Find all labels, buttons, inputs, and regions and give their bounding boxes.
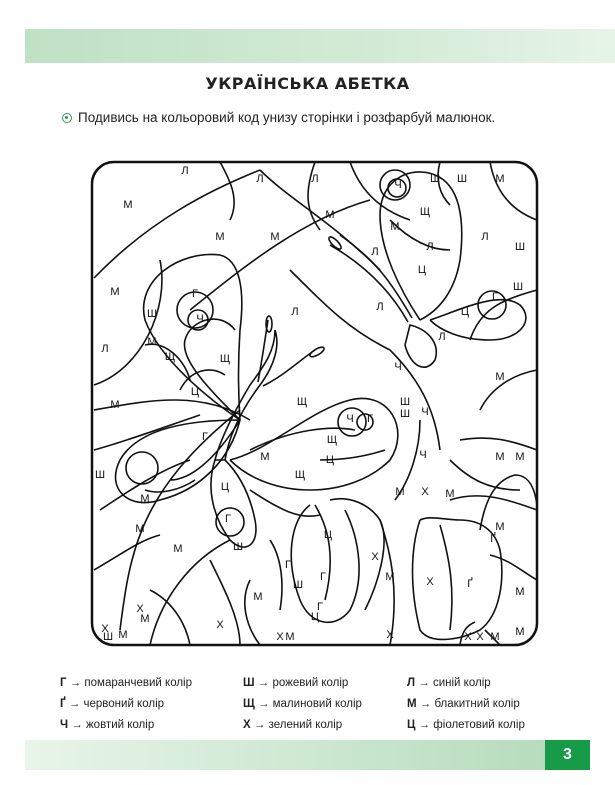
region-label: Щ — [219, 353, 231, 365]
region-label: Х — [386, 629, 394, 641]
region-label: Щ — [419, 206, 431, 218]
legend-item — [243, 677, 407, 689]
legend-item — [407, 719, 577, 731]
region-label: Л — [481, 231, 489, 243]
legend-letter: Л — [407, 676, 416, 689]
region-label: Л — [311, 173, 319, 185]
region-label: М — [123, 199, 133, 211]
region-label: Ц — [220, 481, 230, 493]
legend-text: → фіолетовий колір — [418, 718, 525, 731]
region-label: М — [147, 336, 157, 348]
region-label: Г — [317, 601, 323, 613]
region-label: Ш — [456, 173, 468, 185]
region-label: М — [270, 231, 280, 243]
region-label: М — [495, 451, 505, 463]
legend-letter: Ч — [60, 718, 69, 731]
legend-item — [407, 677, 577, 689]
instruction-text — [62, 108, 562, 128]
page-title: УКРАЇНСЬКА АБЕТКА — [205, 74, 410, 93]
region-label: Ш — [146, 308, 158, 320]
region-label: М — [515, 586, 525, 598]
region-label: Г — [192, 288, 198, 300]
region-label: М — [495, 521, 505, 533]
legend-text: → червоний колір — [68, 697, 165, 710]
legend-text: → синій колір — [418, 676, 491, 689]
legend-text: → рожевий колір — [257, 676, 349, 689]
region-label: Ч — [394, 179, 402, 191]
page-number: 3 — [545, 740, 590, 770]
legend-text: → малиновий колір — [257, 697, 362, 710]
region-label: Х — [426, 576, 434, 588]
region-label: Х — [216, 619, 224, 631]
legend-item — [60, 677, 243, 689]
legend-row — [60, 672, 580, 693]
legend-letter: Ц — [407, 718, 416, 731]
region-label: М — [110, 286, 120, 298]
region-label: Ш — [292, 579, 304, 591]
region-label: Л — [291, 306, 299, 318]
legend-text: → помаранчевий колір — [69, 676, 193, 689]
region-label: Ч — [346, 413, 354, 425]
legend-row — [60, 693, 580, 714]
region-label: М — [325, 209, 335, 221]
region-label: Ш — [512, 281, 524, 293]
region-label: М — [110, 399, 120, 411]
legend-letter: М — [407, 697, 417, 710]
region-label: М — [135, 523, 145, 535]
region-label: Х — [136, 603, 144, 615]
region-label: М — [118, 629, 128, 641]
region-label: Ш — [399, 408, 411, 420]
region-label: Ч — [394, 361, 402, 373]
instruction-label: Подивись на кольоровий код унизу сторінки і розфарбуй малюнок. — [78, 110, 496, 125]
region-label: Х — [421, 486, 429, 498]
region-label: М — [285, 631, 295, 643]
legend-item — [243, 698, 407, 710]
legend-item — [407, 698, 577, 710]
region-label: Л — [101, 343, 109, 355]
region-label: Щ — [296, 396, 308, 408]
legend-text: → жовтий колір — [71, 718, 155, 731]
region-label: Х — [476, 631, 484, 643]
region-label: Ш — [232, 541, 244, 553]
region-label: Г — [202, 431, 208, 443]
region-label: Ш — [429, 173, 441, 185]
region-label: Ч — [419, 449, 427, 461]
region-label: Г — [492, 291, 498, 303]
region-label: Л — [426, 241, 434, 253]
color-legend — [60, 672, 580, 735]
region-label: Ч — [421, 406, 429, 418]
region-label: Г — [367, 413, 373, 425]
region-label: Ц — [417, 264, 427, 276]
region-label: Щ — [294, 469, 306, 481]
legend-item — [243, 719, 407, 731]
region-label: Х — [371, 551, 379, 563]
region-label: М — [140, 613, 150, 625]
region-label: Ш — [102, 631, 114, 643]
legend-letter: Г — [60, 676, 67, 689]
region-label: Л — [256, 173, 264, 185]
region-label: М — [385, 571, 395, 583]
region-label: Ц — [460, 306, 470, 318]
legend-letter: Ш — [243, 676, 255, 689]
region-label: Ш — [94, 469, 106, 481]
legend-row — [60, 714, 580, 735]
region-label: М — [515, 626, 525, 638]
region-label: М — [495, 173, 505, 185]
legend-letter: Ґ — [60, 697, 66, 710]
region-label: Г — [285, 559, 291, 571]
region-label: Ш — [399, 396, 411, 408]
region-label: Ц — [190, 386, 200, 398]
region-label: Л — [438, 331, 446, 343]
region-label: Ц — [323, 529, 333, 541]
region-label: М — [215, 231, 225, 243]
region-label: М — [495, 371, 505, 383]
region-label: Щ — [164, 351, 176, 363]
header-band — [25, 29, 615, 63]
region-label: Г — [320, 571, 326, 583]
region-label: М — [445, 488, 455, 500]
region-label: М — [390, 221, 400, 233]
region-label: М — [260, 451, 270, 463]
region-label: Ц — [310, 611, 320, 623]
region-label: Ц — [325, 454, 335, 466]
region-label: М — [490, 631, 500, 643]
region-label: Ш — [514, 241, 526, 253]
region-label: Х — [276, 631, 284, 643]
footer-band — [25, 740, 545, 770]
region-label: М — [515, 451, 525, 463]
region-label: Ч — [196, 313, 204, 325]
region-label: Щ — [326, 434, 338, 446]
region-label: Ґ — [490, 533, 496, 545]
region-label: М — [253, 591, 263, 603]
region-label: М — [140, 493, 150, 505]
legend-item — [60, 698, 243, 710]
circle-dot-icon — [62, 113, 72, 123]
legend-letter: Щ — [243, 697, 255, 710]
region-label: Л — [181, 165, 189, 177]
legend-text: → зелений колір — [253, 718, 343, 731]
region-label: М — [395, 486, 405, 498]
legend-letter: Х — [243, 718, 251, 731]
picture-frame — [92, 162, 537, 645]
coloring-picture-svg — [90, 160, 539, 647]
legend-item — [60, 719, 243, 731]
region-label: Ґ — [467, 578, 473, 590]
region-label: Г — [225, 513, 231, 525]
region-label: Х — [101, 623, 109, 635]
region-label: Л — [376, 301, 384, 313]
legend-text: → блакитний колір — [419, 697, 520, 710]
region-label: Л — [371, 246, 379, 258]
region-label: М — [173, 543, 183, 555]
coloring-picture — [90, 160, 539, 647]
region-label: Х — [464, 631, 472, 643]
